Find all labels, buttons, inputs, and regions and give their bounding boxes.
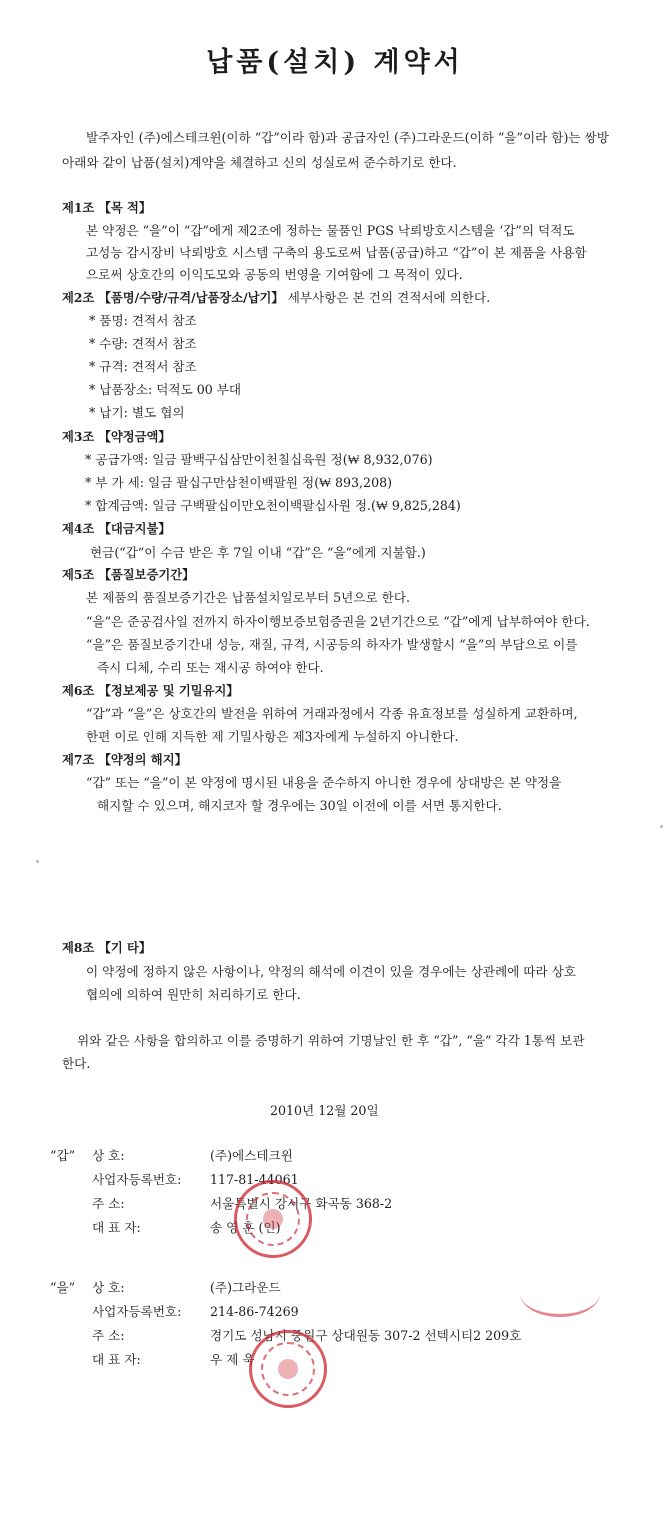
closing-line: 한다. bbox=[62, 1056, 91, 1071]
party-gap-label: 사업자등록번호: bbox=[92, 1172, 182, 1187]
party-gap-label: 대 표 자: bbox=[92, 1220, 141, 1235]
party-eul-value: 우 제 욱 bbox=[210, 1352, 255, 1367]
party-eul-value: (주)그라운드 bbox=[210, 1280, 281, 1295]
article-5-line: “을”은 준공검사일 전까지 하자이행보증보험증권을 2년기간으로 “갑”에게 납부하여야 한다. bbox=[86, 614, 590, 629]
article-7-line: 해지할 수 있으며, 해지코자 할 경우에는 30일 이전에 이를 서면 통지한다. bbox=[97, 798, 502, 813]
seal-stamp-partial bbox=[520, 1270, 600, 1317]
party-eul-value: 경기도 성남시 중원구 상대원동 307-2 선텍시티2 209호 bbox=[210, 1328, 522, 1343]
party-gap-value: (주)에스테크윈 bbox=[210, 1148, 293, 1163]
article-2-item: * 납기: 별도 협의 bbox=[89, 405, 185, 420]
article-2-item: * 수량: 견적서 참조 bbox=[89, 336, 197, 351]
intro-line: 아래와 같이 납품(설치)계약을 체결하고 신의 성실로써 준수하기로 한다. bbox=[62, 155, 457, 170]
article-3-item: * 합계금액: 일금 구백팔십이만오천이백팔십사원 정.(₩ 9,825,284) bbox=[85, 498, 461, 513]
party-gap-label: 주 소: bbox=[92, 1196, 125, 1211]
party-eul-label: 대 표 자: bbox=[92, 1352, 141, 1367]
party-gap-tag: “갑” bbox=[50, 1148, 76, 1163]
article-2-item: * 규격: 견적서 참조 bbox=[89, 359, 197, 374]
party-eul-tag: “을” bbox=[50, 1280, 76, 1295]
party-gap-label: 상 호: bbox=[92, 1148, 125, 1163]
article-3-heading: 제3조 【약정금액】 bbox=[62, 429, 171, 444]
seal-stamp-eul bbox=[249, 1330, 327, 1408]
scan-speck bbox=[660, 825, 663, 828]
closing-line: 위와 같은 사항을 합의하고 이를 증명하기 위하여 기명날인 한 후 “갑”, “을” 각각 1통씩 보관 bbox=[77, 1033, 585, 1048]
article-5-line: 즉시 디체, 수리 또는 재시공 하여야 한다. bbox=[97, 660, 324, 675]
article-8-line: 이 약정에 정하지 않은 사항이나, 약정의 해석에 이견이 있을 경우에는 상관례에 따라 상호 bbox=[86, 964, 577, 979]
party-eul-label: 사업자등록번호: bbox=[92, 1304, 182, 1319]
article-2-item: * 납품장소: 덕적도 00 부대 bbox=[89, 382, 242, 397]
article-1-heading: 제1조 【목 적】 bbox=[62, 200, 152, 215]
article-1-line: 으로써 상호간의 이익도모와 공동의 번영을 기여함에 그 목적이 있다. bbox=[86, 267, 463, 282]
party-gap-value: 서울특별시 강서구 화곡동 368-2 bbox=[210, 1196, 393, 1211]
scan-speck bbox=[36, 860, 39, 863]
article-7-line: “갑” 또는 “을”이 본 약정에 명시된 내용을 준수하지 아니한 경우에 상대방은 본 약정을 bbox=[86, 775, 562, 790]
party-eul-label: 상 호: bbox=[92, 1280, 125, 1295]
party-eul-value: 214-86-74269 bbox=[210, 1304, 299, 1319]
article-3-item: * 공급가액: 일금 팔백구십삼만이천칠십육원 정(₩ 8,932,076) bbox=[85, 452, 433, 467]
party-eul-label: 주 소: bbox=[92, 1328, 125, 1343]
article-2-heading: 제2조 【품명/수량/규격/납품장소/납기】 bbox=[62, 290, 284, 305]
seal-stamp-gap bbox=[234, 1180, 312, 1258]
article-6-line: 한편 이로 인해 지득한 제 기밀사항은 제3자에게 누설하지 아니한다. bbox=[86, 729, 459, 744]
article-8-heading: 제8조 【기 타】 bbox=[62, 940, 152, 955]
article-5-line: “을”은 품질보증기간내 성능, 재질, 규격, 시공등의 하자가 발생할시 “을”의 부담으로 이를 bbox=[86, 637, 578, 652]
article-7-heading: 제7조 【약정의 해지】 bbox=[62, 752, 187, 767]
article-2-heading-row bbox=[62, 290, 490, 306]
article-8-line: 협의에 의하여 원만히 처리하기로 한다. bbox=[86, 987, 301, 1002]
seal-mark bbox=[278, 1359, 298, 1379]
party-gap-value: 송 영 훈 (인) bbox=[210, 1220, 281, 1235]
intro-line: 발주자인 (주)에스테크윈(이하 “갑”이라 함)과 공급자인 (주)그라운드(이하 “을”이라 함)는 쌍방 bbox=[86, 130, 609, 145]
article-2-item: * 품명: 견적서 참조 bbox=[89, 313, 197, 328]
document-title: 납품(설치) 계약서 bbox=[206, 47, 464, 78]
article-5-line: 본 제품의 품질보증기간은 납품설치일로부터 5년으로 한다. bbox=[86, 590, 411, 605]
article-6-heading: 제6조 【정보제공 및 기밀유지】 bbox=[62, 683, 239, 698]
article-1-line: 고성능 감시장비 낙뢰방호 시스템 구축의 용도로써 납품(공급)하고 “갑”이 본 제품을 사용함 bbox=[86, 245, 587, 260]
contract-date: 2010년 12월 20일 bbox=[270, 1103, 379, 1118]
article-3-item: * 부 가 세: 일금 팔십구만삼천이백팔원 정(₩ 893,208) bbox=[85, 475, 393, 490]
article-5-heading: 제5조 【품질보증기간】 bbox=[62, 567, 195, 582]
article-6-line: “갑”과 “을”은 상호간의 발전을 위하여 거래과정에서 각종 유효정보를 성실하게 교환하며, bbox=[86, 706, 578, 721]
seal-mark bbox=[263, 1209, 283, 1229]
article-1-line: 본 약정은 “을”이 “갑”에게 제2조에 정하는 물품인 PGS 낙뢰방호시스템을 ‘갑”의 덕적도 bbox=[86, 223, 575, 238]
article-2-tail: 세부사항은 본 건의 견적서에 의한다. bbox=[283, 290, 491, 305]
article-4-heading: 제4조 【대금지불】 bbox=[62, 521, 171, 536]
article-4-line: 현금(“갑”이 수금 받은 후 7일 이내 “갑”은 “을”에게 지불함.) bbox=[90, 545, 426, 560]
party-gap-value: 117-81-44061 bbox=[210, 1172, 299, 1187]
